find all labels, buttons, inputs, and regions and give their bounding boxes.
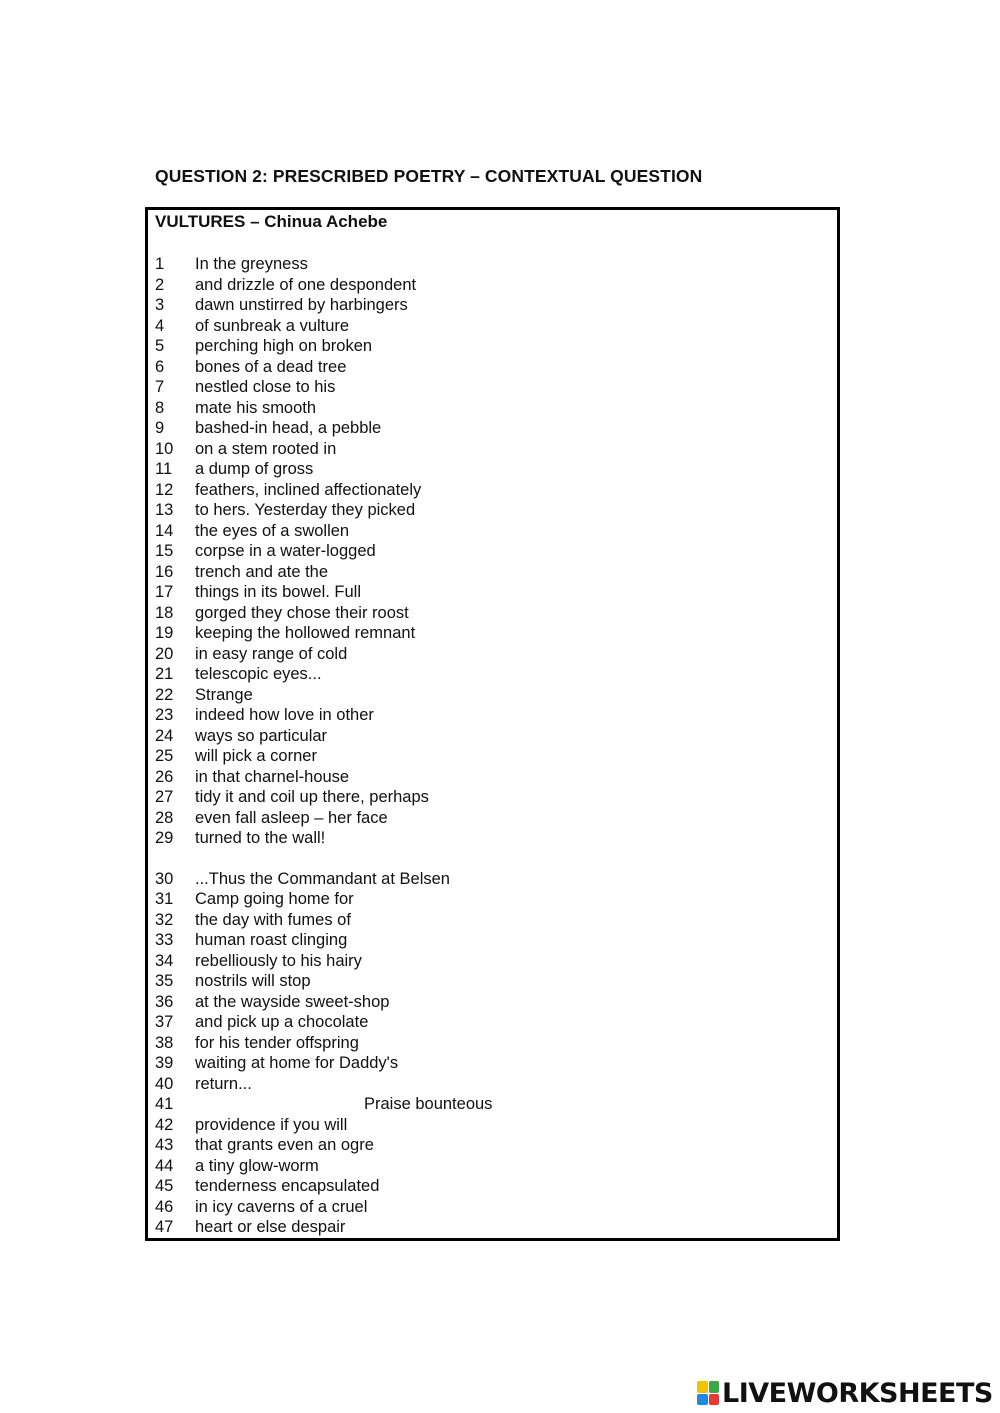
logo-square-3	[697, 1394, 708, 1406]
line-text: bashed-in head, a pebble	[195, 419, 382, 437]
line-number: 1	[155, 255, 165, 273]
poem-line	[148, 521, 837, 541]
line-number: 2	[155, 275, 165, 294]
line-text: at the wayside sweet-shop	[195, 992, 390, 1011]
line-text: the eyes of a swollen	[195, 521, 350, 540]
line-text: bones of a dead tree	[195, 357, 347, 376]
poem-line	[148, 1197, 837, 1217]
poem-line	[148, 582, 837, 602]
line-number: 13	[155, 501, 174, 519]
poem-line	[148, 746, 837, 766]
poem-line	[148, 767, 837, 787]
line-text: of sunbreak a vulture	[195, 316, 350, 335]
line-text: ways so particular	[195, 726, 328, 745]
poem-line	[148, 336, 837, 356]
line-text: waiting at home for Daddy's	[195, 1054, 399, 1072]
poem-line	[148, 869, 837, 889]
line-text: feathers, inclined affectionately	[195, 480, 422, 499]
line-text: will pick a corner	[195, 747, 317, 765]
logo-text: LIVEWORKSHEETS	[722, 1377, 993, 1409]
poem-line	[148, 623, 837, 643]
line-text: tidy it and coil up there, perhaps	[195, 788, 429, 806]
liveworksheets-logo-icon	[697, 1381, 719, 1405]
logo-square-4	[709, 1394, 720, 1406]
poem-title: VULTURES – Chinua Achebe	[155, 212, 388, 231]
line-text: that grants even an ogre	[195, 1136, 374, 1154]
line-number: 6	[155, 357, 165, 376]
poem-line	[148, 357, 837, 377]
line-number: 17	[155, 583, 174, 601]
poem-line	[148, 500, 837, 520]
line-number: 24	[155, 726, 174, 745]
poem-line	[148, 644, 837, 664]
line-text: Camp going home for	[195, 890, 354, 908]
line-number: 31	[155, 890, 174, 908]
line-text: dawn unstirred by harbingers	[195, 296, 408, 314]
line-text: turned to the wall!	[195, 829, 326, 847]
line-text: rebelliously to his hairy	[195, 951, 362, 970]
poem-box	[145, 207, 840, 1241]
line-number: 10	[155, 439, 174, 458]
line-number: 39	[155, 1054, 174, 1072]
line-number: 27	[155, 788, 174, 806]
line-text: a dump of gross	[195, 460, 314, 478]
poem-line	[148, 254, 837, 274]
poem-line	[148, 418, 837, 438]
poem-line	[148, 1156, 837, 1176]
line-number: 14	[155, 521, 174, 540]
poem-line	[148, 541, 837, 561]
line-text: and drizzle of one despondent	[195, 275, 417, 294]
line-text: to hers. Yesterday they picked	[195, 501, 416, 519]
line-number: 36	[155, 992, 174, 1011]
line-text: in icy caverns of a cruel	[195, 1197, 368, 1216]
line-number: 32	[155, 910, 174, 929]
line-number: 40	[155, 1074, 174, 1093]
line-number: 29	[155, 829, 174, 847]
line-number: 3	[155, 296, 165, 314]
line-number: 18	[155, 603, 174, 622]
poem-line	[148, 992, 837, 1012]
poem-lines	[148, 210, 837, 1238]
line-number: 45	[155, 1177, 174, 1195]
line-number: 21	[155, 665, 174, 683]
line-text: trench and ate the	[195, 562, 329, 581]
line-number: 8	[155, 398, 165, 417]
poem-line	[148, 1217, 837, 1237]
line-text: human roast clinging	[195, 931, 348, 949]
poem-line	[148, 930, 837, 950]
line-number: 28	[155, 808, 174, 827]
line-text: on a stem rooted in	[195, 439, 337, 458]
line-number: 26	[155, 767, 174, 786]
line-number: 19	[155, 624, 174, 642]
line-text: Praise bounteous	[364, 1095, 493, 1113]
line-number: 44	[155, 1156, 174, 1175]
line-number: 22	[155, 685, 174, 704]
poem-line	[148, 398, 837, 418]
line-number: 43	[155, 1136, 174, 1154]
line-number: 23	[155, 706, 174, 724]
line-number: 4	[155, 316, 165, 335]
line-text: keeping the hollowed remnant	[195, 624, 416, 642]
poem-line	[148, 808, 837, 828]
line-text: and pick up a chocolate	[195, 1013, 369, 1031]
line-text: telescopic eyes...	[195, 665, 322, 683]
line-number: 16	[155, 562, 174, 581]
logo-square-2	[709, 1381, 720, 1393]
line-text: ...Thus the Commandant at Belsen	[195, 869, 450, 888]
line-number: 25	[155, 747, 174, 765]
line-number: 20	[155, 644, 174, 663]
poem-line	[148, 951, 837, 971]
poem-line	[148, 1012, 837, 1032]
line-text: perching high on broken	[195, 337, 373, 355]
line-text: in easy range of cold	[195, 644, 348, 663]
poem-line	[148, 1053, 837, 1073]
line-number: 34	[155, 951, 174, 970]
line-text: providence if you will	[195, 1115, 348, 1134]
poem-line	[148, 1115, 837, 1135]
poem-line	[148, 971, 837, 991]
line-text: Strange	[195, 685, 253, 704]
poem-line	[148, 726, 837, 746]
poem-line	[148, 295, 837, 315]
poem-line	[148, 705, 837, 725]
line-number: 33	[155, 931, 174, 949]
poem-line	[148, 439, 837, 459]
line-number: 37	[155, 1013, 174, 1031]
line-number: 35	[155, 972, 174, 990]
poem-line	[148, 562, 837, 582]
line-number: 38	[155, 1033, 174, 1052]
poem-line	[148, 1074, 837, 1094]
line-number: 41	[155, 1095, 174, 1113]
poem-line	[148, 1176, 837, 1196]
line-text: for his tender offspring	[195, 1033, 359, 1052]
line-text: things in its bowel. Full	[195, 583, 361, 601]
poem-line	[148, 787, 837, 807]
poem-line	[148, 1033, 837, 1053]
line-number: 5	[155, 337, 165, 355]
poem-line	[148, 480, 837, 500]
poem-line	[148, 1135, 837, 1155]
line-text: gorged they chose their roost	[195, 603, 409, 622]
poem-line	[148, 1094, 837, 1114]
poem-line	[148, 664, 837, 684]
logo-square-1	[697, 1381, 708, 1393]
line-text: nostrils will stop	[195, 972, 311, 990]
line-text: nestled close to his	[195, 378, 336, 396]
line-number: 42	[155, 1115, 174, 1134]
poem-line	[148, 889, 837, 909]
poem-line	[148, 828, 837, 848]
line-text: heart or else despair	[195, 1218, 346, 1236]
poem-line	[148, 910, 837, 930]
line-number: 7	[155, 378, 165, 396]
line-number: 46	[155, 1197, 174, 1216]
line-number: 47	[155, 1218, 174, 1236]
line-text: even fall asleep – her face	[195, 808, 388, 827]
question-heading: QUESTION 2: PRESCRIBED POETRY – CONTEXTUAL QUESTION	[155, 166, 703, 186]
line-text: in that charnel-house	[195, 767, 350, 786]
line-number: 15	[155, 542, 174, 560]
line-text: mate his smooth	[195, 398, 317, 417]
line-text: a tiny glow-worm	[195, 1156, 319, 1175]
line-text: In the greyness	[195, 255, 308, 273]
line-text: the day with fumes of	[195, 910, 351, 929]
line-text: corpse in a water-logged	[195, 542, 376, 560]
liveworksheets-logo	[697, 1378, 993, 1408]
line-number: 11	[155, 460, 173, 478]
poem-line	[148, 316, 837, 336]
line-number: 9	[155, 419, 165, 437]
line-text: indeed how love in other	[195, 706, 374, 724]
poem-line	[148, 377, 837, 397]
line-number: 30	[155, 869, 174, 888]
poem-line	[148, 685, 837, 705]
poem-line	[148, 459, 837, 479]
line-text: tenderness encapsulated	[195, 1177, 380, 1195]
line-text: return...	[195, 1074, 252, 1093]
poem-line	[148, 275, 837, 295]
poem-line	[148, 603, 837, 623]
line-number: 12	[155, 480, 174, 499]
